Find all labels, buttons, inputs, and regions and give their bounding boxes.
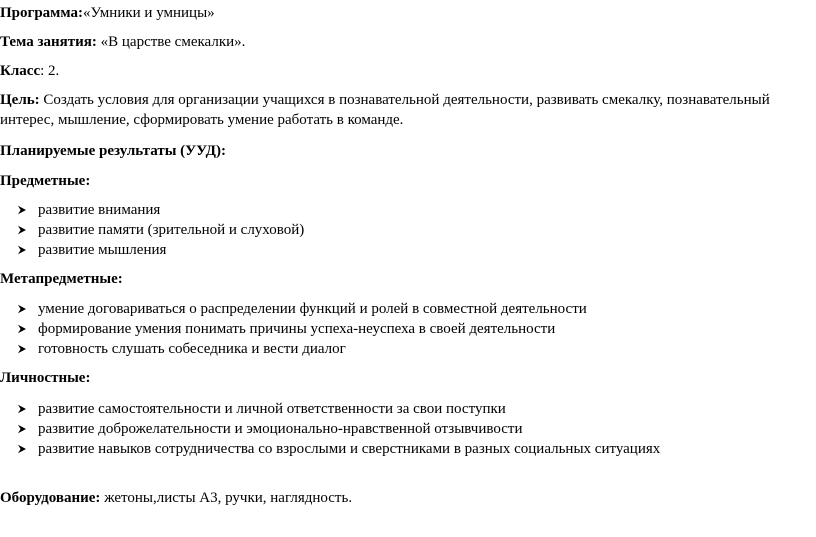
personal-heading: Личностные: — [0, 370, 91, 386]
topic-value: «В царстве смекалки». — [96, 34, 246, 50]
subject-list — [17, 201, 304, 261]
arrow-bullet-icon — [17, 205, 27, 215]
topic-line — [0, 33, 245, 51]
grade-line — [0, 62, 59, 80]
equipment-label: Оборудование: — [0, 490, 101, 506]
grade-label: Класс — [0, 63, 41, 79]
arrow-bullet-icon — [17, 304, 27, 314]
grade-value: : 2. — [40, 63, 60, 79]
list-item: развитие мышления — [17, 241, 304, 261]
arrow-bullet-icon — [17, 324, 27, 334]
goal-paragraph — [0, 90, 800, 130]
personal-list — [17, 400, 660, 460]
list-item: развитие внимания — [17, 201, 304, 221]
program-value: «Умники и умницы» — [83, 5, 215, 21]
program-label: Программа: — [0, 5, 83, 21]
goal-value: Создать условия для организации учащихся в познавательной деятельности, развивать смекалку, познавательный интерес, мышление, сформировать умение работать в команде. — [0, 92, 770, 128]
list-item: формирование умения понимать причины успеха-неуспеха в своей деятельности — [17, 320, 587, 340]
list-item: умение договариваться о распределении функций и ролей в совместной деятельности — [17, 300, 587, 320]
goal-label: Цель: — [0, 92, 40, 108]
list-item: развитие самостоятельности и личной ответственности за свои поступки — [17, 400, 660, 420]
program-line — [0, 4, 215, 22]
arrow-bullet-icon — [17, 404, 27, 414]
equipment-value: жетоны,листы А3, ручки, наглядность. — [100, 490, 353, 506]
equipment-line — [0, 489, 352, 507]
arrow-bullet-icon — [17, 444, 27, 454]
planned-results-heading: Планируемые результаты (УУД): — [0, 143, 226, 159]
metasubject-list — [17, 300, 587, 360]
arrow-bullet-icon — [17, 424, 27, 434]
metasubject-heading: Метапредметные: — [0, 271, 123, 287]
subject-heading: Предметные: — [0, 173, 91, 189]
list-item: развитие памяти (зрительной и слуховой) — [17, 221, 304, 241]
list-item: развитие навыков сотрудничества со взрослыми и сверстниками в разных социальных ситуациях — [17, 440, 660, 460]
arrow-bullet-icon — [17, 344, 27, 354]
list-item: готовность слушать собеседника и вести диалог — [17, 340, 587, 360]
arrow-bullet-icon — [17, 225, 27, 235]
list-item: развитие доброжелательности и эмоционально-нравственной отзывчивости — [17, 420, 660, 440]
topic-label: Тема занятия: — [0, 34, 97, 50]
arrow-bullet-icon — [17, 245, 27, 255]
